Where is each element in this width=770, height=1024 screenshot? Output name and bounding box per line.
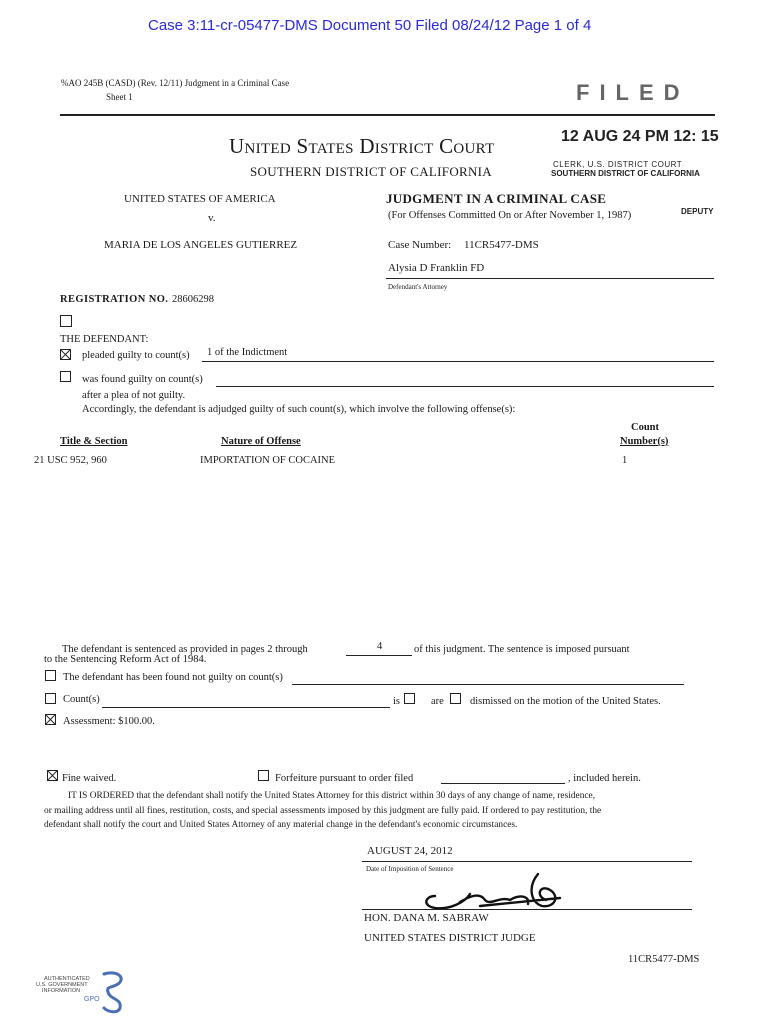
not-guilty-label: The defendant has been found not guilty on count(s)	[63, 672, 283, 683]
clerk-stamp: CLERK, U.S. DISTRICT COURT	[553, 160, 683, 169]
not-guilty-checkbox[interactable]	[45, 670, 56, 681]
found-guilty-rule	[216, 386, 714, 387]
counts-checkbox[interactable]	[45, 693, 56, 704]
defense-attorney: Alysia D Franklin FD	[388, 262, 485, 274]
dismissed-text: dismissed on the motion of the United States.	[470, 696, 661, 707]
sentence-text-1: The defendant is sentenced as provided in pages 2 through	[62, 644, 308, 655]
gpo-mark: GPO	[84, 996, 100, 1003]
plaintiff: UNITED STATES OF AMERICA	[124, 193, 276, 205]
found-guilty-label: was found guilty on count(s)	[82, 374, 203, 385]
is-label: is	[393, 696, 401, 707]
pleaded-guilty-value[interactable]: 1 of the Indictment	[207, 347, 288, 358]
case-header: Case 3:11-cr-05477-DMS Document 50 Filed 08/24/12 Page 1 of 4	[148, 17, 592, 34]
included-text: , included herein.	[568, 773, 641, 784]
court-name: United States District Court	[229, 134, 495, 158]
offense-nature: IMPORTATION OF COCAINE	[200, 455, 336, 466]
sentence-text-2: of this judgment. The sentence is imposed pursuant	[414, 644, 630, 655]
case-number: 11CR5477-DMS	[464, 239, 539, 251]
sentence-date-label: Date of Imposition of Sentence	[366, 865, 454, 873]
is-checkbox[interactable]	[404, 693, 415, 704]
defendant-name: MARIA DE LOS ANGELES GUTIERREZ	[104, 239, 298, 251]
eagle-icon	[98, 970, 128, 1014]
deputy-stamp: DEPUTY	[681, 207, 714, 216]
registration-number: 28606298	[172, 294, 214, 305]
filed-date-stamp: 12 AUG 24 PM 12: 15	[561, 128, 719, 145]
found-guilty-checkbox[interactable]	[60, 371, 71, 382]
counts-label: Count(s)	[63, 694, 100, 705]
counts-rule	[102, 707, 390, 708]
fine-waived-checkbox[interactable]	[47, 770, 58, 781]
are-label: are	[431, 696, 444, 707]
ordered-line-2: or mailing address until all fines, restitution, costs, and special assessments imposed by this judgment are fully paid. If ordered to pay restitution, the	[44, 806, 602, 816]
defendant-heading: THE DEFENDANT:	[60, 334, 149, 345]
assessment-text: Assessment: $100.00.	[63, 716, 155, 727]
registration-label: REGISTRATION NO.	[60, 294, 169, 305]
forfeiture-text: Forfeiture pursuant to order filed	[275, 773, 414, 784]
versus: v.	[208, 212, 216, 224]
gpo-text-1: AUTHENTICATED	[44, 976, 90, 982]
court-district: SOUTHERN DISTRICT OF CALIFORNIA	[250, 164, 492, 179]
sentence-through-page[interactable]: 4	[377, 641, 383, 652]
col-count-numbers: Number(s)	[620, 436, 669, 447]
pleaded-guilty-rule	[202, 361, 714, 362]
attorney-rule	[386, 278, 714, 279]
gpo-authentication-logo	[36, 970, 131, 1020]
judge-signature-rule	[362, 909, 692, 910]
assessment-checkbox[interactable]	[45, 714, 56, 725]
judgment-subtitle: (For Offenses Committed On or After November 1, 1987)	[388, 210, 632, 221]
col-nature-offense: Nature of Offense	[221, 436, 301, 447]
judgment-title: JUDGMENT IN A CRIMINAL CASE	[386, 191, 607, 206]
registration-checkbox[interactable]	[60, 315, 72, 327]
clerk-district-stamp: SOUTHERN DISTRICT OF CALIFORNIA	[551, 169, 700, 178]
are-checkbox[interactable]	[450, 693, 461, 704]
not-guilty-rule	[292, 684, 684, 685]
forfeiture-rule	[441, 783, 565, 784]
offense-title-section: 21 USC 952, 960	[34, 455, 107, 466]
case-number-label: Case Number:	[388, 239, 452, 251]
after-plea-text: after a plea of not guilty.	[82, 390, 186, 401]
judge-name: HON. DANA M. SABRAW	[364, 912, 489, 924]
col-count: Count	[631, 422, 660, 433]
accordingly-text: Accordingly, the defendant is adjudged guilty of such count(s), which involve the following offense(s):	[82, 404, 516, 415]
judge-title: UNITED STATES DISTRICT JUDGE	[364, 932, 536, 944]
col-title-section: Title & Section	[60, 436, 128, 447]
sentence-date-rule	[362, 861, 692, 862]
footer-case-ref: 11CR5477-DMS	[628, 954, 700, 965]
ordered-line-3: defendant shall notify the court and United States Attorney of any material change in the defendant's economic circumstances.	[44, 820, 518, 830]
offense-count: 1	[622, 455, 628, 466]
sentence-date: AUGUST 24, 2012	[367, 845, 453, 857]
pleaded-guilty-checkbox[interactable]	[60, 349, 71, 360]
forfeiture-checkbox[interactable]	[258, 770, 269, 781]
gpo-text-3: INFORMATION	[42, 988, 81, 994]
gpo-text-2: U.S. GOVERNMENT	[36, 982, 88, 988]
through-page-rule	[346, 655, 412, 656]
form-sheet: Sheet 1	[106, 92, 133, 102]
pleaded-guilty-label: pleaded guilty to count(s)	[82, 350, 190, 361]
attorney-label: Defendant's Attorney	[388, 283, 448, 291]
header-rule	[60, 114, 715, 116]
filed-stamp: FILED	[576, 80, 690, 105]
sentence-reform-act: to the Sentencing Reform Act of 1984.	[44, 654, 207, 665]
ordered-line-1: IT IS ORDERED that the defendant shall notify the United States Attorney for this district within 30 days of any change of name, residence,	[68, 791, 596, 801]
form-id: %AO 245B (CASD) (Rev. 12/11) Judgment in a Criminal Case	[61, 78, 290, 88]
fine-waived-text: Fine waived.	[62, 773, 117, 784]
